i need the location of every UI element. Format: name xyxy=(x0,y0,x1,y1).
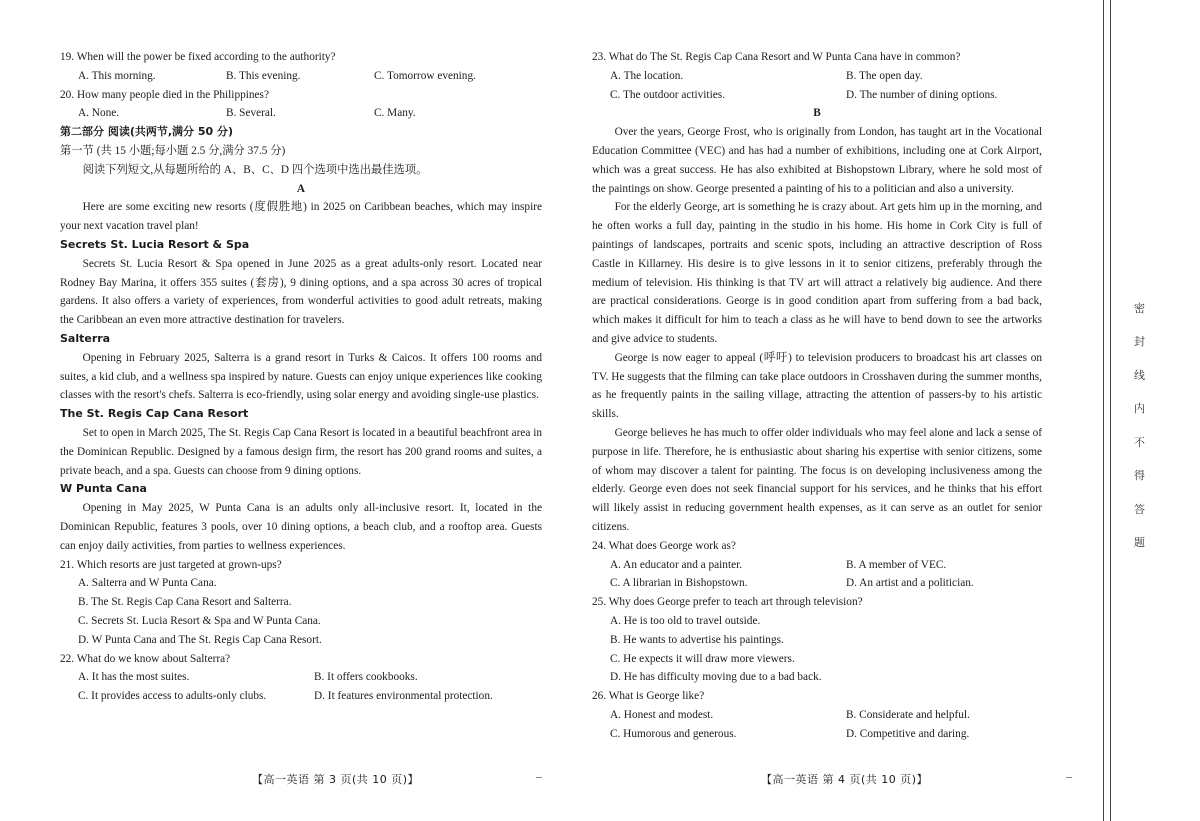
right-page xyxy=(592,48,1042,777)
option-a: A. This morning. xyxy=(78,69,156,82)
question-24-options-row-2 xyxy=(592,574,1042,593)
section-one-heading: 第一节 (共 15 小题;每小题 2.5 分,满分 37.5 分) xyxy=(60,144,286,157)
resort-4-text: Opening in May 2025, W Punta Cana is an adults only all-inclusive resort. It, located in the Dominican Republic, features 3 pools, over 10 dining options, a beach club, and a rooftop area. Guests can enjoy daily activities, from parties to wellness experiences. xyxy=(60,502,542,552)
resort-3-text: Set to open in March 2025, The St. Regis Cap Cana Resort is located in a beautiful beachfront area in the Dominican Republic. Designed by a famous design firm, the resort has 200 grand rooms and suites, a private beach, and a spa. Guests can choose from 9 dining options. xyxy=(60,426,542,477)
binding-margin-label xyxy=(1134,300,1145,550)
option-a: A. He is too old to travel outside. xyxy=(610,614,761,627)
binding-rule xyxy=(1110,0,1111,821)
question-19-options xyxy=(60,67,542,86)
passage-b-paragraph-4: George believes he has much to offer older individuals who may feel alone and lack a sense of purpose in life. Therefore, he is enthusiastic about sharing his expertise with senior citizens, some of whom may discover a talent for painting. The focus is on developing inclusiveness among the elderly. George even does not seek financial support for his services, and he thinks that his effort will likely assist in reducing government health expenses, as it can serve as an outlet for senior citizens. xyxy=(592,426,1042,533)
option-b: B. Considerate and helpful. xyxy=(846,708,970,721)
resort-2-title: Salterra xyxy=(60,331,111,345)
question-19: 19. When will the power be fixed according to the authority? xyxy=(60,51,336,63)
option-a: A. Honest and modest. xyxy=(610,708,714,721)
option-c: C. Tomorrow evening. xyxy=(374,69,476,82)
question-25: 25. Why does George prefer to teach art through television? xyxy=(592,596,863,609)
option-c: C. The outdoor activities. xyxy=(610,88,725,101)
option-b: B. Several. xyxy=(226,107,276,120)
option-d: D. An artist and a politician. xyxy=(846,577,974,590)
question-26-options-row-2 xyxy=(592,725,1042,744)
left-page-footer: 【高一英语 第 3 页(共 10 页)】 xyxy=(252,773,420,786)
resort-2-text: Opening in February 2025, Salterra is a grand resort in Turks & Caicos. It offers 100 rooms and suites, a kid club, and a wellness spa inspired by nature. Guests can enjoy unique experiences like cooking classes with the resort's chefs. Salterra is eco-friendly, using solar energy and avoiding single-use plastics. xyxy=(60,351,542,402)
question-23-options-row-1 xyxy=(592,67,1042,86)
footer-dash xyxy=(536,777,542,778)
passage-b-paragraph-3: George is now eager to appeal (呼吁) to television producers to broadcast his art classes on TV. He suggests that the filming can take place outdoors in Crosshaven during the summer months, as he frequently paints in the sailing village, attracting the attention of passers-by to his artistic skills. xyxy=(592,351,1042,421)
binding-char: 线 xyxy=(1134,368,1145,382)
passage-a-title: A xyxy=(296,182,306,195)
passage-b-title: B xyxy=(813,107,821,120)
binding-rule xyxy=(1103,0,1104,821)
option-d: D. It features environmental protection. xyxy=(314,690,493,703)
option-d: D. W Punta Cana and The St. Regis Cap Cana Resort. xyxy=(78,633,322,646)
resort-4-title: W Punta Cana xyxy=(60,482,147,496)
option-c: C. A librarian in Bishopstown. xyxy=(610,577,748,590)
binding-char: 密 xyxy=(1134,302,1145,315)
left-page xyxy=(60,48,542,777)
binding-char: 答 xyxy=(1134,502,1145,516)
question-21: 21. Which resorts are just targeted at grown-ups? xyxy=(60,558,282,571)
question-22-options-row-1 xyxy=(60,668,542,687)
option-a: A. It has the most suites. xyxy=(78,671,190,684)
option-b: B. The open day. xyxy=(846,69,923,82)
binding-char: 得 xyxy=(1134,469,1145,483)
question-26-options-row-1 xyxy=(592,706,1042,725)
resort-1-text: Secrets St. Lucia Resort & Spa opened in June 2025 as a great adults-only resort. Located near Rodney Bay Marina, it offers 355 suites (套房), 9 dining options, and a spa across 30 acres of tropical gardens. It also offers a variety of experiences, from wonderful activities to good adult retreats, making the Caribbean an even more attractive destination for travelers. xyxy=(60,257,542,327)
option-c: C. It provides access to adults-only clubs. xyxy=(78,690,267,703)
question-26: 26. What is George like? xyxy=(592,690,705,703)
question-20: 20. How many people died in the Philippines? xyxy=(60,88,269,101)
option-b: B. This evening. xyxy=(226,69,301,82)
question-22: 22. What do we know about Salterra? xyxy=(60,652,231,665)
question-22-options-row-2 xyxy=(60,687,542,706)
binding-char: 封 xyxy=(1134,335,1145,349)
option-a: A. None. xyxy=(78,107,120,120)
binding-char: 不 xyxy=(1134,435,1145,449)
instructions: 阅读下列短文,从每题所给的 A、B、C、D 四个选项中选出最佳选项。 xyxy=(82,163,428,176)
option-b: B. A member of VEC. xyxy=(846,558,947,571)
option-b: B. The St. Regis Cap Cana Resort and Salterra. xyxy=(78,596,292,609)
option-d: D. The number of dining options. xyxy=(846,88,998,101)
part-two-heading: 第二部分 阅读(共两节,满分 50 分) xyxy=(60,125,234,139)
passage-b-paragraph-1: Over the years, George Frost, who is originally from London, has taught art in the Vocational Education Committee (VEC) and has had a number of exhibitions, including one at Cork Airport, which was a great success. He has also exhibited at Bishopstown Library, where he sold most of the paintings on show. George presented a painting of his to a politician and also a university. xyxy=(592,126,1042,195)
passage-a-intro: Here are some exciting new resorts (度假胜地) in 2025 on Caribbean beaches, which may inspire your next vacation travel plan! xyxy=(60,201,542,233)
option-b: B. He wants to advertise his paintings. xyxy=(610,633,784,646)
binding-char: 内 xyxy=(1134,402,1145,416)
question-24: 24. What does George work as? xyxy=(592,539,736,552)
option-c: C. Secrets St. Lucia Resort & Spa and W Punta Cana. xyxy=(78,614,321,627)
resort-1-title: Secrets St. Lucia Resort & Spa xyxy=(60,237,250,251)
option-c: C. Humorous and generous. xyxy=(610,727,737,740)
option-c: C. He expects it will draw more viewers. xyxy=(610,652,795,665)
question-24-options-row-1 xyxy=(592,556,1042,575)
option-a: A. An educator and a painter. xyxy=(610,558,743,571)
option-a: A. Salterra and W Punta Cana. xyxy=(78,577,217,590)
footer-dash xyxy=(1066,777,1072,778)
option-a: A. The location. xyxy=(610,69,684,82)
passage-b-paragraph-2: For the elderly George, art is something he is crazy about. Art gets him up in the morning, and he often works a full day, painting in the studio in his home. His home in Cork City is full of paintings of landscapes, portraits and scenic spots, including an attractive description of Ross Castle in Killarney. His desire is to give lessons in it to senior citizens, preferably through the medium of television. His thinking is that TV art will attract a relatively big audience. And there are practical considerations. George is in good condition apart from suffering from a bad back, which makes it difficult for him to teach a class as he will have to bend down to see the artworks and give advice to students. xyxy=(592,201,1042,345)
question-23: 23. What do The St. Regis Cap Cana Resort and W Punta Cana have in common? xyxy=(592,51,961,63)
resort-3-title: The St. Regis Cap Cana Resort xyxy=(60,407,249,421)
option-c: C. Many. xyxy=(374,107,416,120)
option-d: D. He has difficulty moving due to a bad back. xyxy=(610,671,822,684)
right-page-footer: 【高一英语 第 4 页(共 10 页)】 xyxy=(761,773,929,786)
option-d: D. Competitive and daring. xyxy=(846,727,970,740)
option-b: B. It offers cookbooks. xyxy=(314,671,418,684)
question-23-options-row-2 xyxy=(592,86,1042,105)
question-20-options xyxy=(60,104,542,123)
binding-char: 题 xyxy=(1134,535,1145,549)
